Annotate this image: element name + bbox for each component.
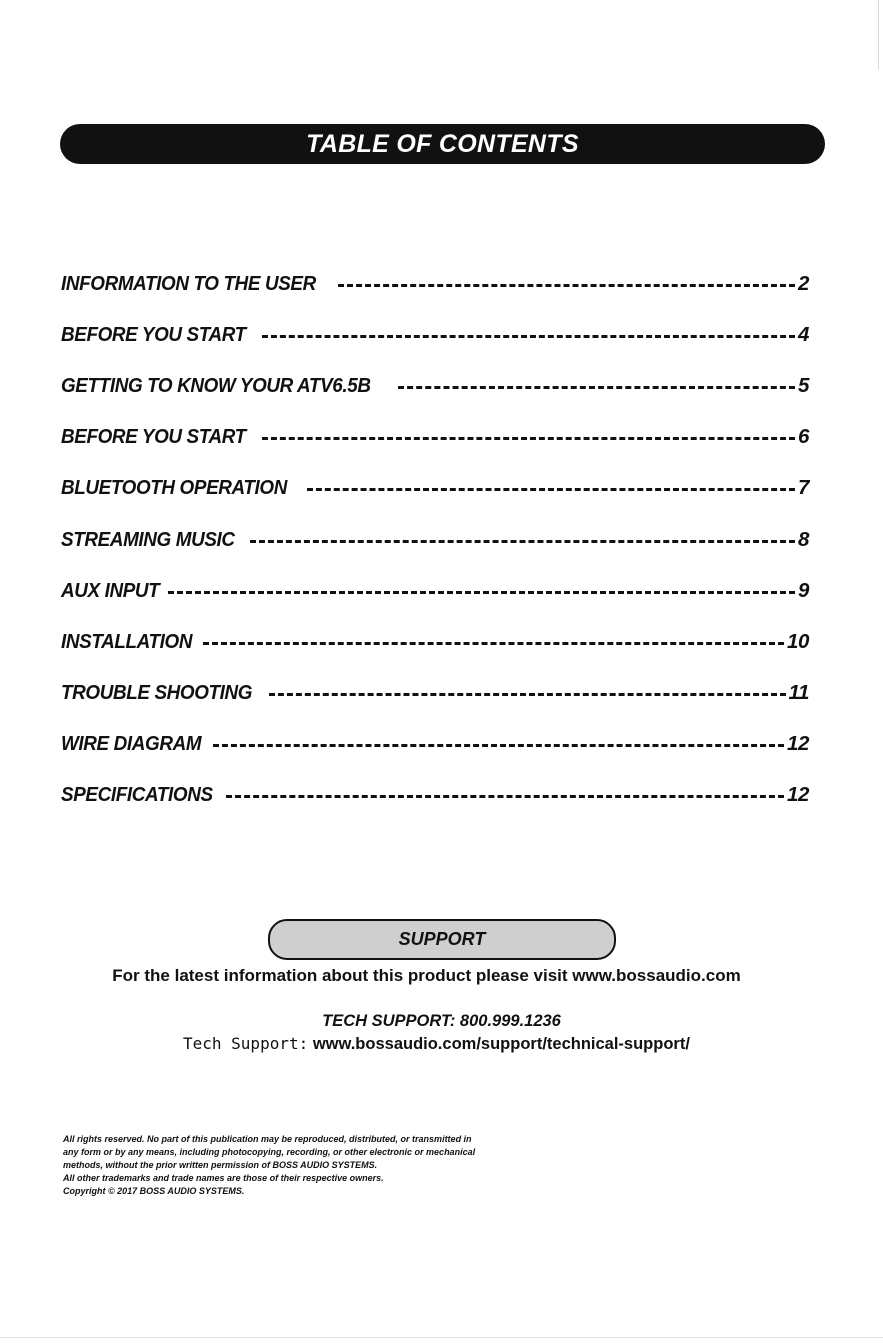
toc-entry[interactable]	[61, 565, 809, 616]
legal-notice	[63, 1133, 623, 1198]
toc-leader	[338, 284, 795, 287]
toc-entry-page: 11	[788, 681, 809, 705]
support-label: SUPPORT	[398, 929, 486, 949]
page-edge-line	[878, 0, 879, 70]
toc-entry-title: INSTALLATION	[61, 629, 193, 653]
tech-support-web-url[interactable]: www.bossaudio.com/support/technical-support/	[312, 1035, 690, 1053]
toc-entry[interactable]	[61, 514, 809, 565]
toc-leader	[250, 540, 795, 543]
toc-leader	[226, 795, 784, 798]
toc-entry[interactable]	[61, 463, 809, 514]
toc-leader	[307, 488, 795, 491]
toc-entry-page: 5	[797, 373, 809, 397]
support-info-text: For the latest information about this product please visit www.bossaudio.com	[112, 966, 741, 985]
toc-header-title: TABLE OF CONTENTS	[306, 129, 579, 158]
toc-entry[interactable]	[61, 719, 809, 770]
toc-entry-title: AUX INPUT	[61, 578, 160, 602]
toc-entry[interactable]	[61, 309, 809, 360]
toc-entry[interactable]	[61, 258, 809, 309]
toc-entry-title: TROUBLE SHOOTING	[61, 681, 253, 705]
toc-entry-title: GETTING TO KNOW YOUR ATV6.5B	[61, 373, 371, 397]
toc-entry[interactable]	[61, 616, 809, 667]
toc-entry-title: BEFORE YOU START	[61, 322, 246, 346]
toc-leader	[269, 693, 786, 696]
toc-entry-title: BEFORE YOU START	[61, 425, 246, 449]
toc-entry[interactable]	[61, 412, 809, 463]
support-banner	[268, 919, 616, 960]
toc-entry-title: BLUETOOTH OPERATION	[61, 476, 287, 500]
toc-entry-page: 12	[786, 783, 809, 807]
legal-line: methods, without the prior written permission of BOSS AUDIO SYSTEMS.	[63, 1160, 378, 1170]
toc-entry-title: INFORMATION TO THE USER	[61, 271, 316, 295]
toc-entry-page: 4	[797, 322, 809, 346]
toc-leader	[262, 437, 795, 440]
legal-line: All other trademarks and trade names are those of their respective owners.	[63, 1173, 384, 1183]
page-bottom-edge-line	[0, 1337, 883, 1338]
legal-line: All rights reserved. No part of this publication may be reproduced, distributed, or transmitted in	[63, 1134, 472, 1144]
toc-entry-page: 12	[786, 732, 809, 756]
toc-leader	[168, 591, 795, 594]
tech-support-web-label: Tech Support:	[183, 1034, 309, 1053]
legal-line: Copyright © 2017 BOSS AUDIO SYSTEMS.	[63, 1186, 245, 1196]
tech-support-web	[183, 1034, 690, 1054]
toc-header-banner	[60, 124, 825, 164]
toc-entry-title: STREAMING MUSIC	[61, 527, 235, 551]
toc-entry-page: 10	[786, 629, 809, 653]
toc-entry-page: 7	[797, 476, 809, 500]
toc-leader	[262, 335, 795, 338]
toc-entry[interactable]	[61, 360, 809, 411]
toc-entry-title: WIRE DIAGRAM	[61, 732, 202, 756]
toc-leader	[203, 642, 784, 645]
toc-entry[interactable]	[61, 668, 809, 719]
toc-entry[interactable]	[61, 770, 809, 821]
toc-list	[61, 258, 809, 821]
toc-leader	[398, 386, 795, 389]
toc-entry-page: 2	[797, 271, 809, 295]
toc-entry-page: 9	[797, 578, 809, 602]
toc-entry-page: 6	[797, 425, 809, 449]
toc-entry-page: 8	[797, 527, 809, 551]
tech-support-phone: TECH SUPPORT: 800.999.1236	[322, 1012, 561, 1030]
toc-leader	[213, 744, 784, 747]
legal-line: any form or by any means, including photocopying, recording, or other electronic or mechanical	[63, 1147, 476, 1157]
toc-entry-title: SPECIFICATIONS	[61, 783, 213, 807]
